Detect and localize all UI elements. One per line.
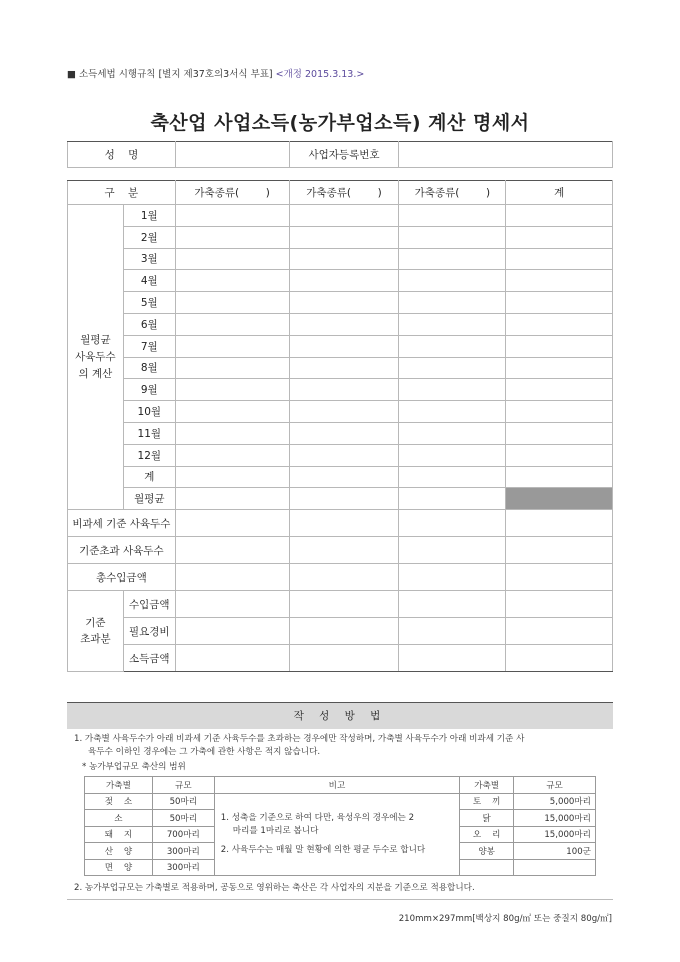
input-cell[interactable] bbox=[175, 313, 289, 335]
input-cell[interactable] bbox=[289, 205, 399, 227]
scale-animal: 산 양 bbox=[85, 843, 153, 860]
input-cell[interactable] bbox=[399, 335, 506, 357]
scale-value: 300마리 bbox=[152, 843, 214, 860]
input-cell[interactable] bbox=[289, 248, 399, 270]
month-label: 2월 bbox=[123, 226, 175, 248]
livestock-calc-table bbox=[67, 180, 613, 672]
input-cell[interactable] bbox=[175, 379, 289, 401]
input-cell[interactable] bbox=[506, 422, 613, 444]
scale-value: 5,000마리 bbox=[514, 793, 596, 810]
input-cell[interactable] bbox=[289, 335, 399, 357]
page-title: 축산업 사업소득(농가부업소득) 계산 명세서 bbox=[150, 112, 530, 134]
input-cell[interactable] bbox=[289, 270, 399, 292]
input-cell[interactable] bbox=[175, 466, 289, 488]
input-cell[interactable] bbox=[399, 422, 506, 444]
scale-animal: 양봉 bbox=[460, 843, 514, 860]
scale-remark bbox=[214, 793, 459, 876]
input-cell[interactable] bbox=[399, 357, 506, 379]
input-cell[interactable] bbox=[175, 226, 289, 248]
month-label: 10월 bbox=[123, 401, 175, 423]
month-label: 9월 bbox=[123, 379, 175, 401]
scale-table bbox=[84, 776, 596, 876]
input-cell[interactable] bbox=[175, 357, 289, 379]
month-label: 1월 bbox=[123, 205, 175, 227]
input-cell[interactable] bbox=[289, 379, 399, 401]
input-cell[interactable] bbox=[175, 205, 289, 227]
scale-animal: 돼 지 bbox=[85, 826, 153, 843]
total-income-label: 총수입금액 bbox=[68, 564, 176, 591]
livestock-type-header-2: 가축종류( ) bbox=[289, 181, 399, 205]
input-cell[interactable] bbox=[289, 488, 399, 510]
remark-2: 2. 사육두수는 매월 말 현황에 의한 평균 두수로 합니다 bbox=[220, 844, 426, 855]
law-reference bbox=[67, 66, 364, 80]
input-cell[interactable] bbox=[289, 645, 399, 672]
input-cell[interactable] bbox=[399, 466, 506, 488]
input-cell[interactable] bbox=[506, 466, 613, 488]
input-cell[interactable] bbox=[506, 357, 613, 379]
input-cell[interactable] bbox=[289, 537, 399, 564]
method-note-1 bbox=[74, 733, 609, 759]
law-reference-text: ■ 소득세법 시행규칙 [별지 제37호의3서식 부표] bbox=[67, 69, 273, 80]
remark-1a: 1. 성축을 기준으로 하여 다만, 육성우의 경우에는 2 bbox=[220, 812, 415, 823]
name-field[interactable] bbox=[175, 142, 289, 168]
input-cell[interactable] bbox=[399, 379, 506, 401]
input-cell[interactable] bbox=[399, 510, 506, 537]
input-cell[interactable] bbox=[175, 488, 289, 510]
month-label: 12월 bbox=[123, 444, 175, 466]
month-label: 6월 bbox=[123, 313, 175, 335]
input-cell[interactable] bbox=[175, 444, 289, 466]
input-cell[interactable] bbox=[399, 292, 506, 314]
expense-label: 필요경비 bbox=[123, 618, 175, 645]
scale-value: 15,000마리 bbox=[514, 810, 596, 827]
bottom-divider bbox=[67, 899, 613, 900]
sum-label: 계 bbox=[123, 466, 175, 488]
input-cell[interactable] bbox=[175, 537, 289, 564]
input-cell[interactable] bbox=[399, 401, 506, 423]
input-cell[interactable] bbox=[289, 591, 399, 618]
input-cell[interactable] bbox=[506, 401, 613, 423]
scale-value: 300마리 bbox=[152, 859, 214, 876]
input-cell[interactable] bbox=[175, 645, 289, 672]
paper-spec: 210mm×297mm[백상지 80g/㎡ 또는 중질지 80g/㎡] bbox=[398, 914, 612, 924]
input-cell[interactable] bbox=[175, 270, 289, 292]
method-title: 작 성 방 법 bbox=[67, 702, 613, 729]
nontax-heads-label: 비과세 기준 사육두수 bbox=[68, 510, 176, 537]
month-label: 11월 bbox=[123, 422, 175, 444]
scale-header-scale: 규모 bbox=[514, 777, 596, 794]
scale-header-livestock: 가축별 bbox=[85, 777, 153, 794]
month-label: 5월 bbox=[123, 292, 175, 314]
revision-date: <개정 2015.3.13.> bbox=[275, 69, 365, 80]
note-1-line-2: 육두수 이하인 경우에는 그 가축에 관한 사항은 적지 않습니다. bbox=[88, 747, 321, 757]
reg-number-field[interactable] bbox=[399, 142, 613, 168]
scale-animal bbox=[460, 859, 514, 876]
input-cell[interactable] bbox=[506, 379, 613, 401]
scale-note: * 농가부업규모 축산의 범위 bbox=[82, 762, 186, 772]
input-cell[interactable] bbox=[289, 401, 399, 423]
input-cell[interactable] bbox=[289, 564, 399, 591]
scale-header-scale: 규모 bbox=[152, 777, 214, 794]
input-cell[interactable] bbox=[289, 422, 399, 444]
revenue-label: 수입금액 bbox=[123, 591, 175, 618]
input-cell[interactable] bbox=[399, 564, 506, 591]
excess-heads-label: 기준초과 사육두수 bbox=[68, 537, 176, 564]
shaded-cell bbox=[506, 488, 613, 510]
scale-animal: 토 끼 bbox=[460, 793, 514, 810]
month-label: 4월 bbox=[123, 270, 175, 292]
scale-animal: 오 리 bbox=[460, 826, 514, 843]
input-cell[interactable] bbox=[399, 248, 506, 270]
scale-value bbox=[514, 859, 596, 876]
scale-value: 15,000마리 bbox=[514, 826, 596, 843]
scale-animal: 소 bbox=[85, 810, 153, 827]
category-header: 구 분 bbox=[68, 181, 176, 205]
input-cell[interactable] bbox=[289, 226, 399, 248]
livestock-type-header-3: 가축종류( ) bbox=[399, 181, 506, 205]
input-cell[interactable] bbox=[289, 357, 399, 379]
input-cell[interactable] bbox=[399, 205, 506, 227]
input-cell[interactable] bbox=[175, 335, 289, 357]
input-cell[interactable] bbox=[506, 645, 613, 672]
input-cell[interactable] bbox=[506, 226, 613, 248]
input-cell[interactable] bbox=[289, 444, 399, 466]
input-cell[interactable] bbox=[289, 510, 399, 537]
input-cell[interactable] bbox=[506, 292, 613, 314]
input-cell[interactable] bbox=[399, 313, 506, 335]
scale-header-livestock: 가축별 bbox=[460, 777, 514, 794]
remark-1b: 마리를 1마리로 봅니다 bbox=[232, 825, 319, 836]
input-cell[interactable] bbox=[399, 591, 506, 618]
monthly-avg-label: 월평균 bbox=[123, 488, 175, 510]
input-cell[interactable] bbox=[289, 618, 399, 645]
input-cell[interactable] bbox=[175, 401, 289, 423]
scale-animal: 면 양 bbox=[85, 859, 153, 876]
input-cell[interactable] bbox=[399, 226, 506, 248]
input-cell[interactable] bbox=[506, 618, 613, 645]
input-cell[interactable] bbox=[175, 510, 289, 537]
reg-number-label: 사업자등록번호 bbox=[289, 142, 399, 168]
monthly-avg-group-label: 월평균 사육두수 의 계산 bbox=[68, 205, 124, 510]
excess-group-label: 기준 초과분 bbox=[68, 591, 124, 672]
month-label: 8월 bbox=[123, 357, 175, 379]
scale-value: 50마리 bbox=[152, 810, 214, 827]
input-cell[interactable] bbox=[289, 313, 399, 335]
input-cell[interactable] bbox=[399, 645, 506, 672]
scale-value: 50마리 bbox=[152, 793, 214, 810]
input-cell[interactable] bbox=[399, 537, 506, 564]
input-cell[interactable] bbox=[289, 466, 399, 488]
input-cell[interactable] bbox=[175, 248, 289, 270]
method-note-2: 2. 농가부업규모는 가축별로 적용하며, 공동으로 영위하는 축산은 각 사업자의 지분을 기준으로 적용합니다. bbox=[74, 883, 475, 893]
month-label: 7월 bbox=[123, 335, 175, 357]
scale-value: 100군 bbox=[514, 843, 596, 860]
note-1-line-1: 1. 가축별 사육두수가 아래 비과세 기준 사육두수를 초과하는 경우에만 작성하며, 가축별 사육두수가 아래 비과세 기준 사 bbox=[74, 734, 525, 744]
scale-value: 700마리 bbox=[152, 826, 214, 843]
input-cell[interactable] bbox=[506, 313, 613, 335]
input-cell[interactable] bbox=[506, 444, 613, 466]
total-header: 계 bbox=[506, 181, 613, 205]
input-cell[interactable] bbox=[175, 618, 289, 645]
input-cell[interactable] bbox=[399, 618, 506, 645]
input-cell[interactable] bbox=[506, 510, 613, 537]
input-cell[interactable] bbox=[506, 270, 613, 292]
input-cell[interactable] bbox=[175, 564, 289, 591]
info-table bbox=[67, 141, 613, 168]
input-cell[interactable] bbox=[506, 335, 613, 357]
input-cell[interactable] bbox=[175, 292, 289, 314]
scale-animal: 닭 bbox=[460, 810, 514, 827]
input-cell[interactable] bbox=[399, 270, 506, 292]
input-cell[interactable] bbox=[175, 591, 289, 618]
input-cell[interactable] bbox=[175, 422, 289, 444]
scale-header-remark: 비고 bbox=[214, 777, 459, 794]
input-cell[interactable] bbox=[399, 488, 506, 510]
input-cell[interactable] bbox=[506, 591, 613, 618]
input-cell[interactable] bbox=[399, 444, 506, 466]
input-cell[interactable] bbox=[506, 564, 613, 591]
livestock-type-header-1: 가축종류( ) bbox=[175, 181, 289, 205]
input-cell[interactable] bbox=[506, 537, 613, 564]
input-cell[interactable] bbox=[506, 205, 613, 227]
input-cell[interactable] bbox=[289, 292, 399, 314]
name-label: 성 명 bbox=[68, 142, 176, 168]
income-label: 소득금액 bbox=[123, 645, 175, 672]
month-label: 3월 bbox=[123, 248, 175, 270]
input-cell[interactable] bbox=[506, 248, 613, 270]
scale-animal: 젖 소 bbox=[85, 793, 153, 810]
